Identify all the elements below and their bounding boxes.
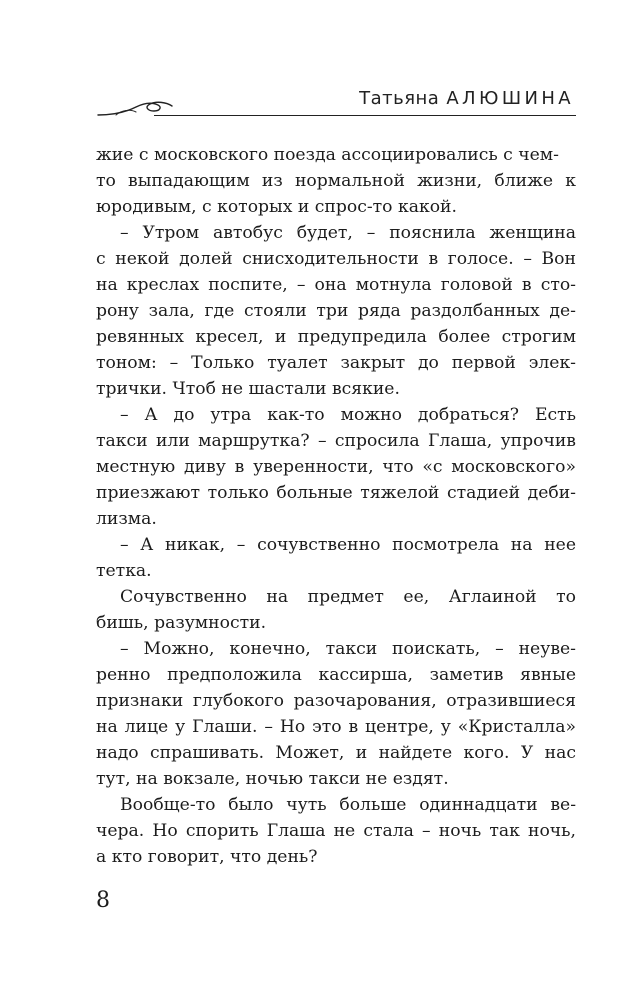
text-line: рону зала, где стояли три ряда раздолбанных де- xyxy=(96,301,576,321)
text-line: с некой долей снисходительности в голосе. – Вон xyxy=(96,249,576,269)
text-line: тетка. xyxy=(96,561,152,581)
text-line: – А никак, – сочувственно посмотрела на нее xyxy=(120,535,576,555)
text-line: то выпадающим из нормальной жизни, ближе к xyxy=(96,171,576,191)
text-line: юродивым, с которых и спрос-то какой. xyxy=(96,197,457,217)
text-line: а кто говорит, что день? xyxy=(96,847,318,867)
text-line: такси или маршрутка? – спросила Глаша, упрочив xyxy=(96,431,576,451)
text-line: тут, на вокзале, ночью такси не ездят. xyxy=(96,769,449,789)
text-line: чера. Но спорить Глаша не стала – ночь так ночь, xyxy=(96,821,576,841)
text-line: ревянных кресел, и предупредила более строгим xyxy=(96,327,576,347)
text-line: – А до утра как-то можно добраться? Есть xyxy=(120,405,576,425)
text-line: надо спрашивать. Может, и найдете кого. У нас xyxy=(96,743,576,763)
text-line: – Утром автобус будет, – пояснила женщина xyxy=(120,223,576,243)
text-line: приезжают только больные тяжелой стадией деби- xyxy=(96,483,576,503)
text-line: бишь, разумности. xyxy=(96,613,267,633)
text-line: лизма. xyxy=(96,509,157,529)
page-number: 8 xyxy=(96,888,110,913)
header-rule xyxy=(154,115,576,116)
author-first-name: Татьяна xyxy=(359,88,440,109)
body-text xyxy=(96,142,576,870)
text-line: на креслах поспите, – она мотнула головой в сто- xyxy=(96,275,576,295)
text-line: ренно предположила кассирша, заметив явные xyxy=(96,665,576,685)
text-line: – Можно, конечно, такси поискать, – неуве- xyxy=(120,639,576,659)
text-line: признаки глубокого разочарования, отразившиеся xyxy=(96,691,576,711)
text-line: на лице у Глаши. – Но это в центре, у «Кристалла» xyxy=(96,717,576,737)
author-surname: АЛЮШИНА xyxy=(446,88,574,109)
text-line: жие с московского поезда ассоциировались с чем- xyxy=(96,145,559,165)
text-line: трички. Чтоб не шастали всякие. xyxy=(96,379,400,399)
running-header xyxy=(96,86,576,126)
text-line: тоном: – Только туалет закрыт до первой элек- xyxy=(96,353,576,373)
text-line: Вообще-то было чуть больше одиннадцати ве- xyxy=(120,795,576,815)
text-line: местную диву в уверенности, что «с московского» xyxy=(96,457,576,477)
text-line: Сочувственно на предмет ее, Аглаиной то xyxy=(120,587,576,607)
author-name xyxy=(359,88,574,109)
